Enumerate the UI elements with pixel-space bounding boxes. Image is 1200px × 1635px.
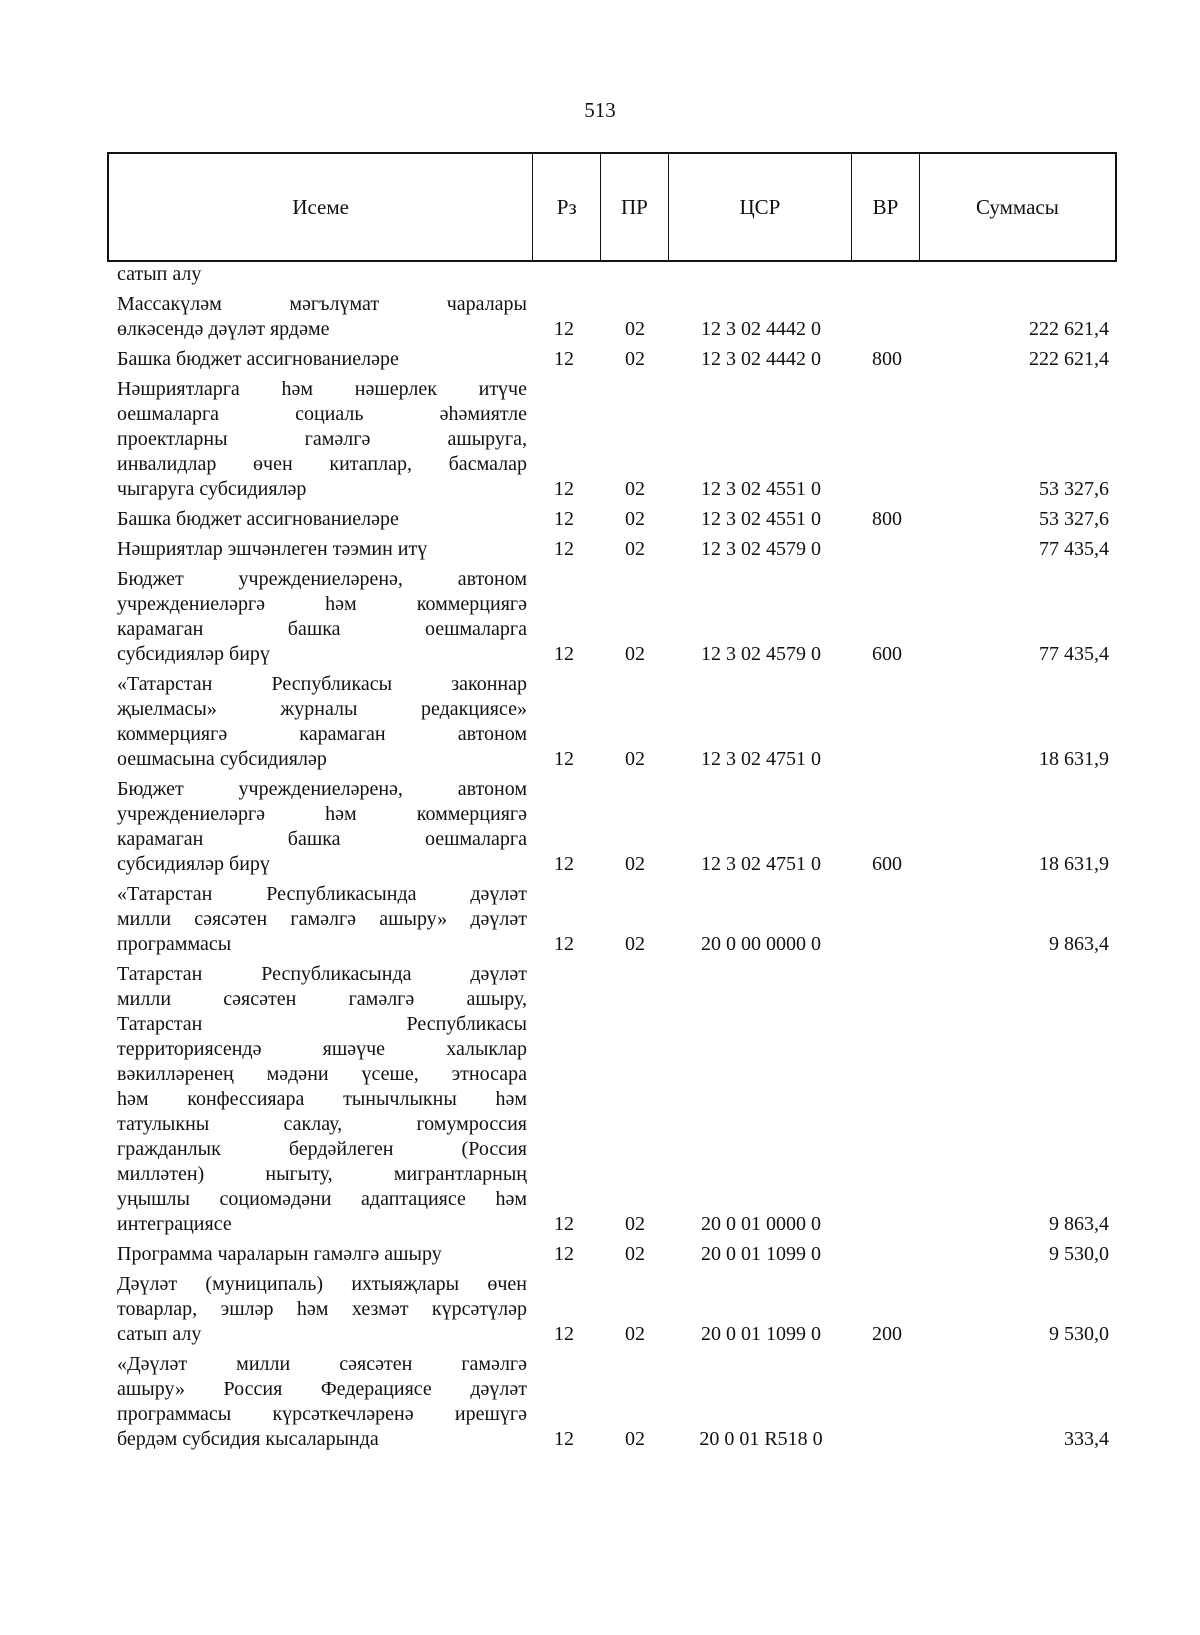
row-name-line: Татарстан Республикасында дәүләт: [117, 963, 527, 985]
row-csr: 20 0 01 0000 0: [701, 1213, 821, 1235]
row-rz: 12: [554, 478, 574, 500]
row-pr: 02: [625, 1428, 645, 1450]
row-name-line: Башка бюджет ассигнованиеләре: [117, 348, 399, 370]
row-name-line: субсидияләр бирү: [117, 643, 270, 665]
row-sum: 222 621,4: [1029, 348, 1109, 370]
table-row: [107, 1242, 1117, 1267]
header-vr: ВР: [852, 154, 920, 260]
row-name: [107, 567, 527, 667]
row-rz: 12: [554, 643, 574, 665]
row-csr: 20 0 01 R518 0: [699, 1428, 823, 1450]
row-name: [107, 1272, 527, 1347]
row-name: [107, 377, 527, 502]
header-pr: ПР: [601, 154, 669, 260]
header-rz: Рз: [533, 154, 601, 260]
row-name-line: һәм конфессияара тынычлыкны һәм: [117, 1088, 527, 1110]
row-name-line: Нәшриятлар эшчәнлеген тәэмин итү: [117, 538, 428, 560]
row-name-line: ашыру» Россия Федерациясе дәүләт: [117, 1378, 527, 1400]
row-name-line: товарлар, эшләр һәм хезмәт күрсәтүләр: [117, 1298, 527, 1320]
row-name-line: оешмаларга социаль әһәмиятле: [117, 403, 527, 425]
row-pr: 02: [625, 643, 645, 665]
row-name-line: «Татарстан Республикасы законнар: [117, 673, 527, 695]
row-name-line: учреждениеләргә һәм коммерциягә: [117, 803, 527, 825]
row-rz: 12: [554, 1213, 574, 1235]
row-name-line: Башка бюджет ассигнованиеләре: [117, 508, 399, 530]
row-name: [107, 672, 527, 772]
row-name: [107, 882, 527, 957]
row-vr: 600: [872, 643, 902, 665]
table-row: [107, 292, 1117, 342]
row-name-line: татулыкны саклау, гомумроссия: [117, 1113, 527, 1135]
row-vr: 600: [872, 853, 902, 875]
row-name-line: чыгаруга субсидияләр: [117, 478, 307, 500]
row-name-line: сатып алу: [117, 263, 202, 285]
row-name-line: инвалидлар өчен китаплар, басмалар: [117, 453, 527, 475]
row-name-line: бердәм субсидия кысаларында: [117, 1428, 379, 1450]
row-sum: 77 435,4: [1039, 538, 1109, 560]
table-row: [107, 962, 1117, 1237]
row-name: [107, 777, 527, 877]
row-name: [107, 507, 527, 532]
row-pr: 02: [625, 1213, 645, 1235]
row-sum: 9 530,0: [1049, 1243, 1109, 1265]
row-name: [107, 292, 527, 342]
row-name-line: оешмасына субсидияләр: [117, 748, 327, 770]
row-sum: 9 530,0: [1049, 1323, 1109, 1345]
row-rz: 12: [554, 1243, 574, 1265]
row-name: [107, 1352, 527, 1452]
row-name-line: сатып алу: [117, 1323, 202, 1345]
row-csr: 12 3 02 4751 0: [701, 853, 821, 875]
row-rz: 12: [554, 1428, 574, 1450]
row-vr: 200: [872, 1323, 902, 1345]
row-pr: 02: [625, 853, 645, 875]
row-pr: 02: [625, 748, 645, 770]
row-csr: 20 0 00 0000 0: [701, 933, 821, 955]
table-row: [107, 672, 1117, 772]
row-vr: 800: [872, 348, 902, 370]
row-csr: 12 3 02 4579 0: [701, 538, 821, 560]
header-sum: Суммасы: [975, 194, 1059, 219]
table-row: [107, 507, 1117, 532]
row-name-line: проектларны гамәлгә ашыруга,: [117, 428, 527, 450]
row-rz: 12: [554, 318, 574, 340]
table-row: [107, 1352, 1117, 1452]
row-rz: 12: [554, 348, 574, 370]
row-name-line: «Татарстан Республикасында дәүләт: [117, 883, 527, 905]
row-sum: 18 631,9: [1039, 853, 1109, 875]
table-row: [107, 262, 1117, 287]
row-name: [107, 962, 527, 1237]
row-csr: 12 3 02 4442 0: [701, 348, 821, 370]
row-sum: 18 631,9: [1039, 748, 1109, 770]
row-rz: 12: [554, 1323, 574, 1345]
row-pr: 02: [625, 508, 645, 530]
page-number: 513: [584, 98, 616, 122]
row-pr: 02: [625, 478, 645, 500]
row-name: [107, 347, 527, 372]
table-row: [107, 567, 1117, 667]
row-csr: 20 0 01 1099 0: [701, 1323, 821, 1345]
row-csr: 12 3 02 4551 0: [701, 478, 821, 500]
row-name: [107, 1242, 527, 1267]
row-pr: 02: [625, 538, 645, 560]
table-body: [107, 262, 1117, 1457]
table-row: [107, 537, 1117, 562]
row-name-line: уңышлы социомәдәни адаптациясе һәм: [117, 1188, 527, 1210]
row-sum: 333,4: [1064, 1428, 1109, 1450]
row-name-line: өлкәсендә дәүләт ярдәме: [117, 318, 330, 340]
row-pr: 02: [625, 348, 645, 370]
row-name-line: территориясендә яшәүче халыклар: [117, 1038, 527, 1060]
row-name-line: Программа чараларын гамәлгә ашыру: [117, 1243, 442, 1265]
row-name-line: милләтен) ныгыту, мигрантларның: [117, 1163, 527, 1185]
row-sum: 77 435,4: [1039, 643, 1109, 665]
row-csr: 12 3 02 4551 0: [701, 508, 821, 530]
row-sum: 9 863,4: [1049, 1213, 1109, 1235]
row-rz: 12: [554, 748, 574, 770]
row-name-line: учреждениеләргә һәм коммерциягә: [117, 593, 527, 615]
row-name-line: карамаган башка оешмаларга: [117, 618, 527, 640]
row-name-line: вәкилләренең мәдәни үсеше, этносара: [117, 1063, 527, 1085]
row-name-line: интеграциясе: [117, 1213, 232, 1235]
row-pr: 02: [625, 1323, 645, 1345]
row-csr: 20 0 01 1099 0: [701, 1243, 821, 1265]
row-name-line: субсидияләр бирү: [117, 853, 270, 875]
row-name-line: коммерциягә карамаган автоном: [117, 723, 527, 745]
row-csr: 12 3 02 4579 0: [701, 643, 821, 665]
row-name-line: Бюджет учреждениеләренә, автоном: [117, 568, 527, 590]
row-sum: 53 327,6: [1039, 508, 1109, 530]
row-csr: 12 3 02 4442 0: [701, 318, 821, 340]
row-name: [107, 537, 527, 562]
header-name: Исеме: [109, 154, 533, 260]
row-name-line: Татарстан Республикасы: [117, 1013, 527, 1035]
row-rz: 12: [554, 853, 574, 875]
table-header: [107, 152, 1117, 262]
row-name-line: Массакүләм мәгълүмат чаралары: [117, 293, 527, 315]
table-row: [107, 347, 1117, 372]
row-name-line: «Дәүләт милли сәясәтен гамәлгә: [117, 1353, 527, 1375]
row-sum: 53 327,6: [1039, 478, 1109, 500]
row-vr: 800: [872, 508, 902, 530]
row-name-line: милли сәясәтен гамәлгә ашыру» дәүләт: [117, 908, 527, 930]
row-sum: 9 863,4: [1049, 933, 1109, 955]
row-name-line: программасы күрсәткечләренә ирешүгә: [117, 1403, 527, 1425]
row-name-line: Дәүләт (муниципаль) ихтыяҗлары өчен: [117, 1273, 527, 1295]
row-csr: 12 3 02 4751 0: [701, 748, 821, 770]
row-rz: 12: [554, 538, 574, 560]
row-name-line: Нәшриятларга һәм нәшерлек итүче: [117, 378, 527, 400]
row-pr: 02: [625, 933, 645, 955]
row-pr: 02: [625, 318, 645, 340]
row-rz: 12: [554, 508, 574, 530]
row-name-line: карамаган башка оешмаларга: [117, 828, 527, 850]
row-name-line: милли сәясәтен гамәлгә ашыру,: [117, 988, 527, 1010]
row-pr: 02: [625, 1243, 645, 1265]
row-name-line: җыелмасы» журналы редакциясе»: [117, 698, 527, 720]
row-name-line: гражданлык бердәйлеген (Россия: [117, 1138, 527, 1160]
table-row: [107, 882, 1117, 957]
row-name-line: Бюджет учреждениеләренә, автоном: [117, 778, 527, 800]
table-row: [107, 377, 1117, 502]
table-row: [107, 777, 1117, 877]
row-rz: 12: [554, 933, 574, 955]
row-sum: 222 621,4: [1029, 318, 1109, 340]
header-csr: ЦСР: [669, 154, 852, 260]
table-row: [107, 1272, 1117, 1347]
row-name: [107, 262, 527, 287]
row-name-line: программасы: [117, 933, 232, 955]
